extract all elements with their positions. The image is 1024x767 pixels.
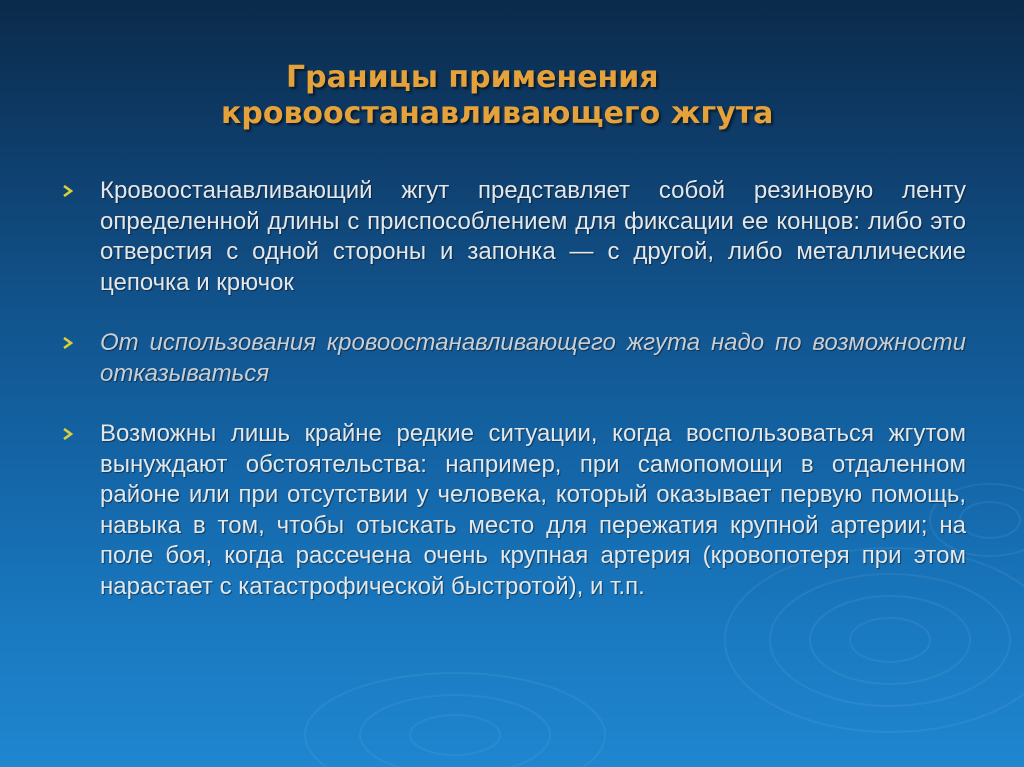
arrow-bullet-icon [62, 185, 74, 197]
slide-title [0, 60, 1024, 132]
bullet-text-3: Возможны лишь крайне редкие ситуации, когда воспользоваться жгутом вынуждают обстоятельства: например, при самопомощи в отдаленном районе или при отсутствии у человека, который оказывает первую помощь, навыка в том, чтобы отыскать место для пережатия крупной артерии; на поле боя, когда рассечена очень крупная артерия (кровопотеря при этом нарастает с катастрофической быстротой), и т.п. [100, 420, 966, 600]
bullet-item-1 [62, 176, 966, 298]
bullet-item-3 [62, 419, 966, 602]
bullet-item-2 [62, 328, 966, 389]
arrow-bullet-icon [62, 337, 74, 349]
slide-title-line-2: кровоостанавливающего жгута [221, 96, 774, 131]
arrow-bullet-icon [62, 428, 74, 440]
slide-title-line-1: Границы применения [286, 60, 659, 95]
bullet-text-1: Кровоостанавливающий жгут представляет собой резиновую ленту определенной длины с приспособлением для фиксации ее концов: либо это отверстия с одной стороны и запонка — с другой, либо металлические цепочка и крючок [100, 177, 966, 296]
bullet-list [62, 176, 966, 632]
bullet-text-2: От использования кровоостанавливающего жгута надо по возможности отказываться [100, 329, 966, 387]
